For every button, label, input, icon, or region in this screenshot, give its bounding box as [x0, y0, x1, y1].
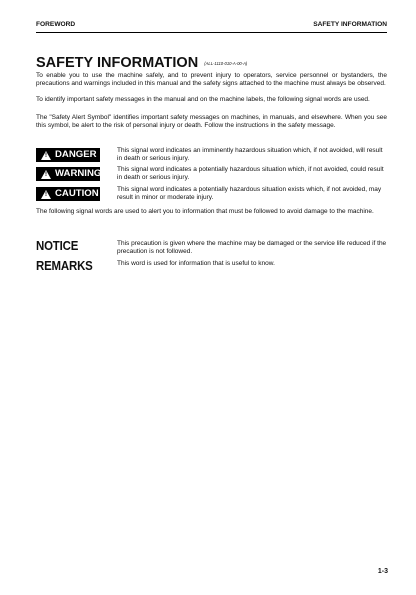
section-code: (ALL-1110-010-A-00-A): [204, 61, 248, 66]
danger-signal-label: ! DANGER: [36, 148, 100, 162]
page-number: 1-3: [377, 568, 388, 575]
damage-intro-paragraph: The following signal words are used to alert you to information that must be followed to avoid damage to the machine.: [36, 208, 374, 215]
intro-paragraph-3: The "Safety Alert Symbol" identifies important safety messages on machines, in manuals, and elsewhere. When you see this symbol, be alert to the risk of personal injury or death. Follow the instructions in the safety message.: [36, 114, 387, 129]
remarks-label: REMARKS: [36, 258, 93, 273]
warning-description: This signal word indicates a potentially hazardous situation which, if not avoided, could result in death or serious injury.: [117, 166, 384, 181]
notice-description: This precaution is given where the machine may be damaged or the service life reduced if the precaution is not followed.: [117, 240, 387, 255]
caution-signal-label: ! CAUTION: [36, 187, 100, 201]
caution-description: This signal word indicates a potentially hazardous situation exists which, if not avoided, may result in minor or moderate injury.: [117, 186, 382, 201]
header-section-label: FOREWORD: [36, 21, 76, 28]
notice-label: NOTICE: [36, 238, 79, 253]
intro-paragraph-1: To enable you to use the machine safely, and to prevent injury to operators, service personnel or bystanders, the precautions and warnings included in this manual and the safety signs attached to the machine must always be observed.: [36, 72, 387, 87]
warning-signal-label: ! WARNING: [36, 167, 100, 181]
page-header: [36, 20, 387, 33]
header-page-title: SAFETY INFORMATION: [313, 21, 387, 28]
remarks-description: This word is used for information that is useful to know.: [117, 260, 275, 267]
intro-paragraph-2: To identify important safety messages in the manual and on the machine labels, the following signal words are used.: [36, 96, 370, 103]
section-title: [36, 55, 247, 71]
danger-description: This signal word indicates an imminently hazardous situation which, if not avoided, will result in death or serious injury.: [117, 147, 383, 162]
section-title-text: SAFETY INFORMATION: [36, 55, 199, 71]
